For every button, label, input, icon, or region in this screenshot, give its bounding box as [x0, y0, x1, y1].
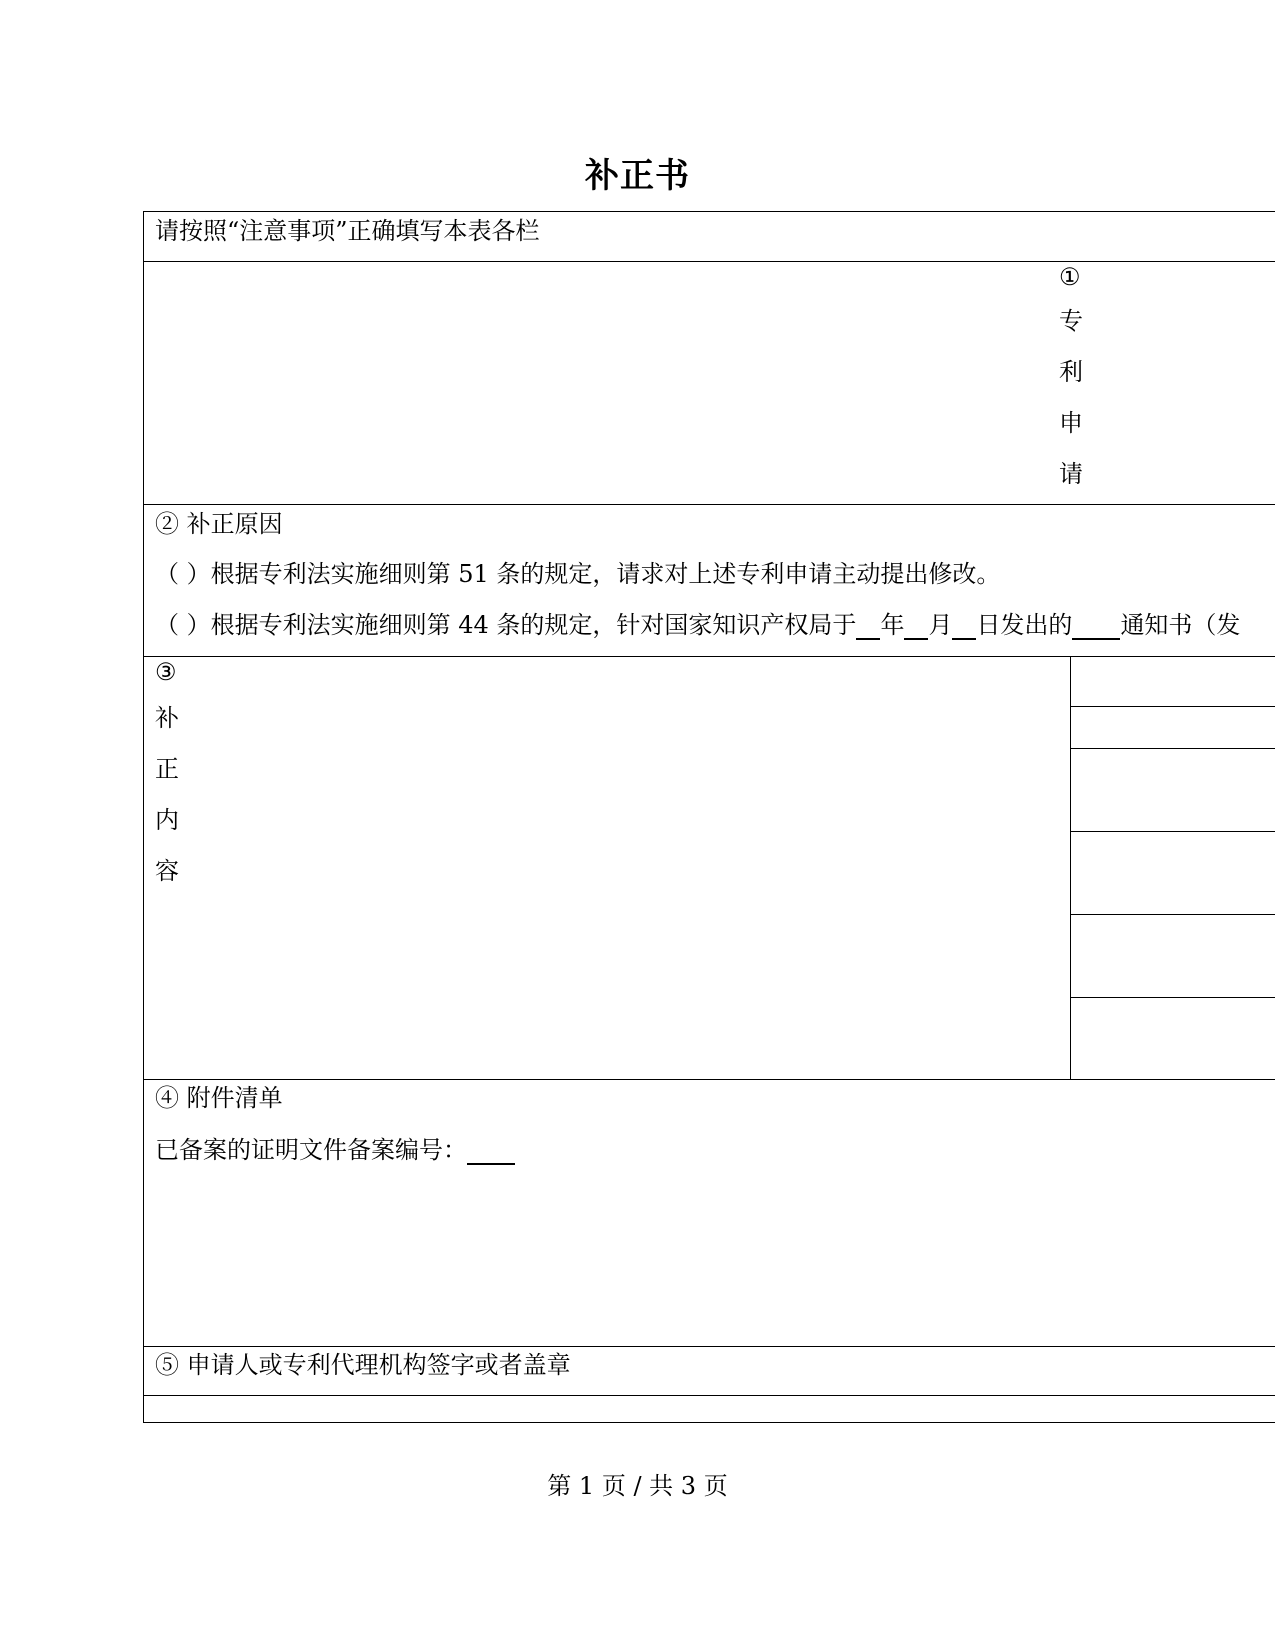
section3-char-4: 容 — [155, 857, 179, 885]
section1-char-2: 利 — [1059, 358, 1083, 386]
reason-option-2[interactable] — [155, 610, 1240, 640]
section-correction-content[interactable] — [144, 657, 1275, 1080]
section3-char-2: 正 — [155, 755, 179, 783]
side-cell-3[interactable] — [1071, 748, 1275, 832]
signature-area[interactable] — [144, 1396, 1275, 1422]
month-blank[interactable] — [904, 614, 928, 640]
section3-char-3: 内 — [155, 806, 179, 834]
filed-number-label: 已备案的证明文件备案编号： — [155, 1136, 467, 1164]
section2-heading: ② 补正原因 — [155, 510, 283, 538]
filed-number-blank[interactable] — [467, 1139, 515, 1165]
section1-char-3: 申 — [1059, 409, 1083, 437]
section4-heading: ④ 附件清单 — [155, 1084, 283, 1112]
reason-option-1[interactable]: （ ）根据专利法实施细则第 51 条的规定，请求对上述专利申请主动提出修改。 — [155, 560, 1001, 588]
notice-type-blank[interactable] — [1072, 614, 1120, 640]
section5-heading: ⑤ 申请人或专利代理机构签字或者盖章 — [155, 1351, 571, 1379]
side-cell-1[interactable] — [1071, 657, 1275, 707]
section-signature — [144, 1347, 1275, 1396]
document-title: 补正书 — [585, 156, 690, 196]
year-blank[interactable] — [856, 614, 880, 640]
side-cell-2[interactable] — [1071, 706, 1275, 749]
section3-char-1: 补 — [155, 704, 179, 732]
instructions-text: 请按照“注意事项”正确填写本表各栏 — [155, 217, 540, 245]
section-attachments — [144, 1080, 1275, 1347]
correction-side-column — [1070, 657, 1275, 1079]
side-cell-4[interactable] — [1071, 831, 1275, 915]
section-patent-application[interactable] — [144, 262, 1275, 505]
reason-option-2-suffix: 通知书（发 — [1120, 611, 1241, 639]
month-label: 月 — [928, 611, 953, 639]
section3-number: ③ — [155, 658, 177, 686]
section1-number: ① — [1059, 263, 1081, 291]
section1-char-4: 请 — [1059, 460, 1083, 488]
day-blank[interactable] — [952, 614, 976, 640]
day-label: 日发出的 — [976, 611, 1073, 639]
side-cell-5[interactable] — [1071, 914, 1275, 998]
year-label: 年 — [880, 611, 905, 639]
reason-option-2-prefix: （ ）根据专利法实施细则第 44 条的规定，针对国家知识产权局于 — [155, 611, 857, 639]
instructions-row — [144, 212, 1275, 262]
section1-char-1: 专 — [1059, 307, 1083, 335]
correction-form — [143, 211, 1275, 1423]
section-correction-reason — [144, 505, 1275, 657]
filed-number-line — [155, 1135, 515, 1165]
page-footer: 第 1 页 / 共 3 页 — [547, 1472, 728, 1500]
